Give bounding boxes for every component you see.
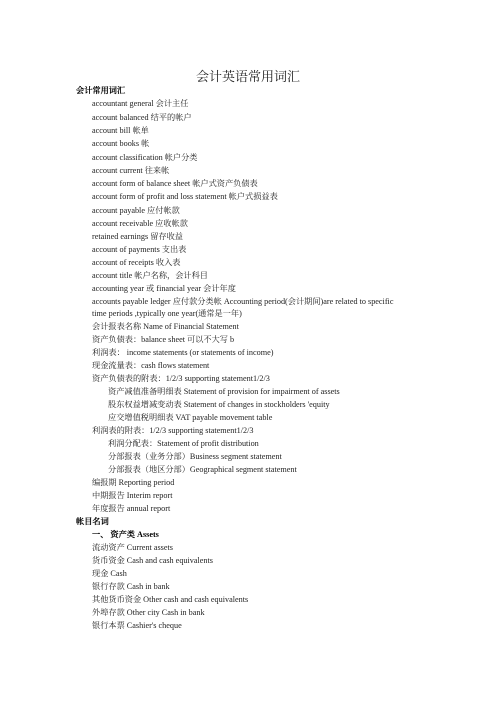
vocab-line: 资产减值准备明细表 Statement of provision for impairment of assets — [108, 387, 340, 396]
vocab-line: 分部报表（地区分部）Geographical segment statement — [108, 465, 297, 474]
vocab-line: 中期报告 Interim report — [92, 491, 173, 500]
vocab-line: 应交增值税明细表 VAT payable movement table — [108, 413, 273, 422]
vocab-line: 分部报表（业务分部）Business segment statement — [108, 452, 282, 461]
subsection-heading: 一、 资产类 Assets — [92, 530, 159, 539]
vocab-line: 现金流量表：cash flows statement — [92, 361, 210, 370]
vocab-line: 利润表： income statements (or statements of income) — [92, 348, 274, 357]
vocab-line: 资产负债表：balance sheet 可以不大写 b — [92, 335, 235, 344]
vocab-line: 年度报告 annual report — [92, 504, 171, 513]
vocab-line: 会计报表名称 Name of Financial Statement — [92, 322, 239, 331]
vocab-line: 编报期 Reporting period — [92, 478, 175, 487]
vocab-line: 利润分配表：Statement of profit distribution — [108, 439, 259, 448]
vocab-line: account form of profit and loss statement 帐户式损益表 — [92, 192, 278, 201]
vocab-line: time periods ,typically one year(通常是一年) — [92, 309, 242, 318]
vocab-line: account balanced 结平的帐户 — [92, 113, 192, 122]
vocab-line: account payable 应付帐款 — [92, 206, 180, 215]
vocab-line: 银行存款 Cash in bank — [92, 582, 170, 591]
vocab-line: account title 帐户名称，会计科目 — [92, 271, 208, 280]
vocab-line: 货币资金 Cash and cash equivalents — [92, 556, 213, 565]
vocab-line: 资产负债表的附表：1/2/3 supporting statement1/2/3 — [92, 374, 270, 383]
vocab-line: 流动资产 Current assets — [92, 543, 173, 552]
section-heading: 会计常用词汇 — [76, 86, 126, 95]
vocab-line: 股东权益增减变动表 Statement of changes in stockholders 'equity — [108, 400, 330, 409]
vocab-line: account of receipts 收入表 — [92, 258, 181, 267]
vocab-line: account bill 帐单 — [92, 126, 149, 135]
vocab-line: account receivable 应收帐款 — [92, 219, 188, 228]
vocab-line: account classification 帐户分类 — [92, 153, 198, 162]
vocab-line: accountant general 会计主任 — [92, 99, 189, 108]
vocab-line: account current 往来帐 — [92, 166, 170, 175]
section-heading: 帐目名词 — [76, 517, 109, 526]
vocab-line: 银行本票 Cashier's cheque — [92, 621, 182, 630]
vocab-line: 其他货币资金 Other cash and cash equivalents — [92, 595, 249, 604]
vocab-line: account of payments 支出表 — [92, 245, 187, 254]
vocab-line: 利润表的附表：1/2/3 supporting statement1/2/3 — [92, 426, 254, 435]
vocab-line: accounting year 或 financial year 会计年度 — [92, 284, 236, 293]
vocab-line: retained earnings 留存收益 — [92, 232, 183, 241]
vocab-line: account form of balance sheet 帐户式资产负债表 — [92, 179, 258, 188]
vocab-line: account books 帐 — [92, 139, 150, 148]
document-title: 会计英语常用词汇 — [195, 70, 300, 85]
vocab-line: accounts payable ledger 应付款分类帐 Accounting period(会计期间)are related to specific — [92, 297, 394, 306]
vocab-line: 现金 Cash — [92, 569, 127, 578]
vocab-line: 外埠存款 Other city Cash in bank — [92, 608, 205, 617]
